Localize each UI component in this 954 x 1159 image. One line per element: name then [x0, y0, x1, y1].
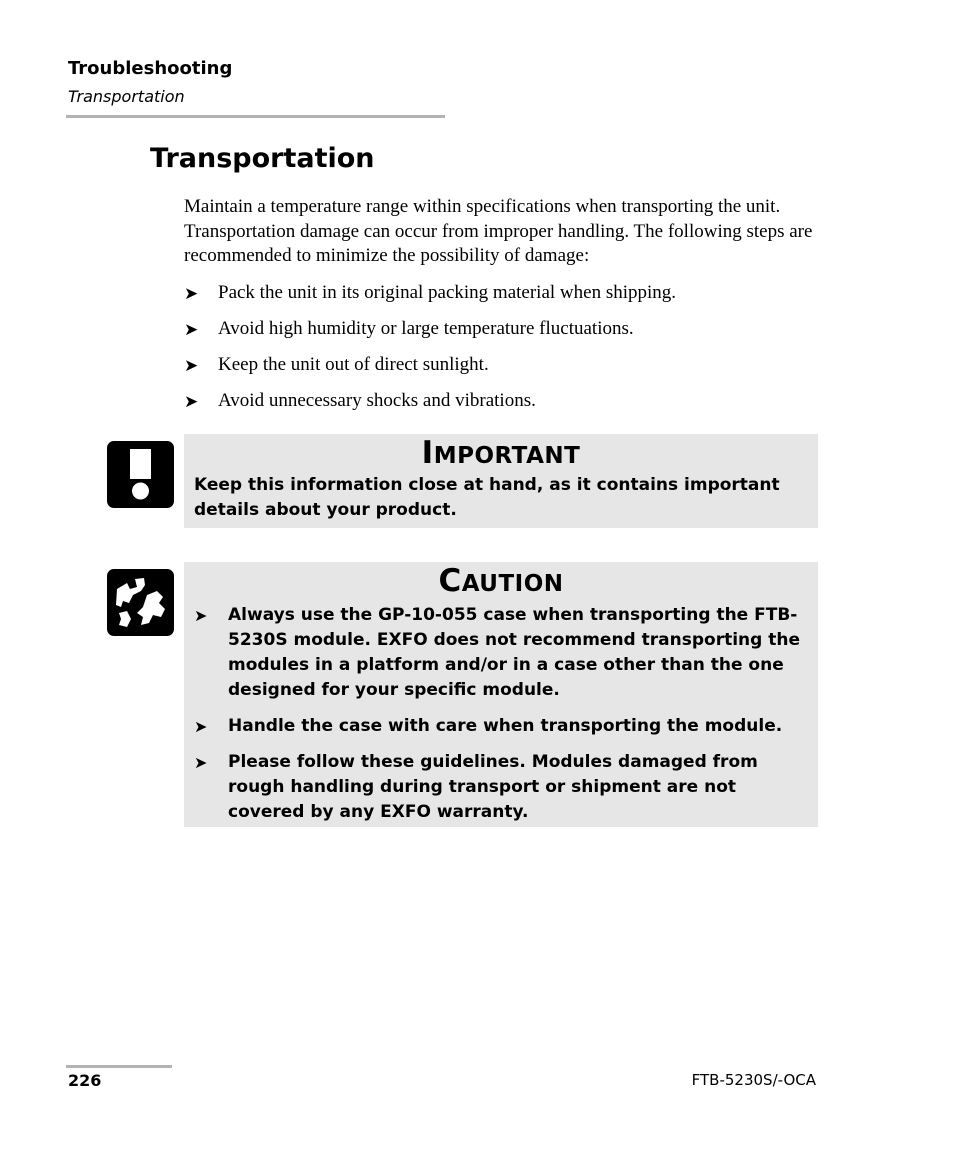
arrow-bullet-icon: ➤: [184, 356, 199, 376]
broken-gear-icon: [107, 569, 174, 636]
running-header-section: Troubleshooting: [68, 58, 233, 79]
intro-paragraph: Maintain a temperature range within specifications when transporting the unit. Transportation damage can occur from improper handling. The following steps are recommended to minimize the possibility of damage:: [184, 196, 813, 266]
caution-notice: [184, 562, 818, 827]
arrow-bullet-icon: ➤: [194, 753, 208, 772]
important-heading: IMPORTANT: [421, 435, 581, 471]
page-number: 226: [68, 1071, 102, 1090]
arrow-bullet-icon: ➤: [184, 284, 199, 304]
list-item: ➤ Keep the unit out of direct sunlight.: [184, 354, 489, 376]
transport-steps-list: [184, 281, 676, 425]
list-item: ➤ Avoid high humidity or large temperature fluctuations.: [184, 318, 634, 340]
caution-list: [194, 603, 808, 825]
page-title: Transportation: [150, 143, 375, 174]
list-item: ➤ Handle the case with care when transporting the module.: [194, 714, 808, 739]
header-rule: [66, 115, 445, 118]
important-notice: [184, 434, 818, 528]
list-item: ➤ Please follow these guidelines. Modules damaged from rough handling during transport or shipment are not covered by any EXFO warranty.: [194, 752, 758, 822]
exclamation-icon: [107, 441, 174, 508]
list-item: ➤ Avoid unnecessary shocks and vibrations.: [184, 390, 536, 412]
arrow-bullet-icon: ➤: [184, 392, 199, 412]
list-item: ➤ Always use the GP-10-055 case when transporting the FTB-5230S module. EXFO does not recommend transporting the modules in a platform and/or in a case other than the one designed for your specific module.: [194, 605, 800, 700]
footer-rule: [66, 1065, 172, 1068]
caution-heading: CAUTION: [438, 563, 564, 599]
important-text: Keep this information close at hand, as it contains important details about your product.: [194, 475, 780, 520]
document-id: FTB-5230S/-OCA: [691, 1071, 816, 1089]
arrow-bullet-icon: ➤: [194, 606, 208, 625]
running-header-subsection: Transportation: [68, 87, 185, 106]
arrow-bullet-icon: ➤: [194, 717, 208, 736]
list-item: ➤ Pack the unit in its original packing material when shipping.: [184, 282, 677, 304]
arrow-bullet-icon: ➤: [184, 320, 199, 340]
